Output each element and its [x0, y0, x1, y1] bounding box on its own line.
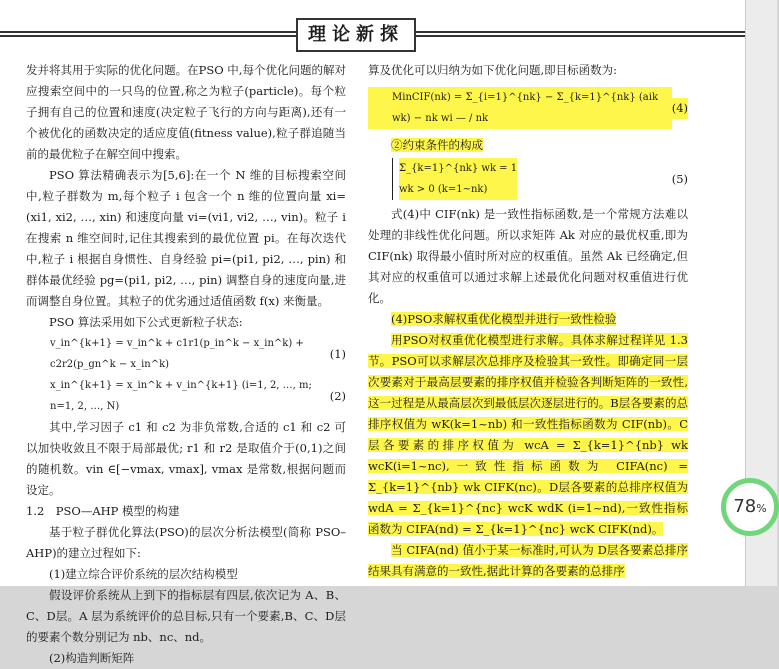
paragraph	[368, 330, 688, 540]
paragraph	[368, 540, 688, 582]
equation-system	[392, 158, 517, 200]
paragraph: 式(4)中 CIF(nk) 是一致性指标函数,是一个常规方法难以处理的非线性优化问题。所以求矩阵 Ak 对应的最优权重,即为 CIF(nk) 取得最小值时所对应的权重值。虽然 Ak 已经确定,但其对应的权重值可以通过求解上述最优化问题对权重值进行优化。	[368, 207, 688, 305]
highlight: 用PSO对权重优化模型进行求解。具体求解过程详见 1.3 节。PSO可以求解层次总排序及检验其一致性。即确定同一层次要素对于最高层要素的排序权值并检验各判断矩阵的一致性,这一过程是从最高层次到最低层次逐层进行的。B层各要素的总排序权值为 wK(k=1~nb) 和一致性指标函数为 CIF(nb)。C层各要素的排序权值为 wcA = Σ_{k=1}^{nb} wk wcK(i=1~nc),一致性指标函数为 CIFA(nc) = Σ_{k=1}^{nb} wk CIFK(nc)。D层各要素的总排序权值为 wdA = Σ_{k=1}^{nc} wcK wdK (i=1~nd),一致性指标函数为 CIFA(nd) = Σ_{k=1}^{nc} wcK CIFK(nd)。	[368, 333, 688, 536]
paragraph: PSO 算法采用如下公式更新粒子状态:	[49, 315, 243, 329]
highlight: (4)PSO求解权重优化模型并进行一致性检验	[391, 312, 617, 326]
paragraph: PSO 算法精确表示为[5,6]:在一个 N 维的目标搜索空间中,粒子群数为 m,每个粒子 i 包含一个 n 维的位置向量 xi=(xi1, xi2, …, xin) 和速度向量 vi=(vi1, vi2, …, vin)。粒子 i 在搜索 n 维空间时,记住其搜索到的最优位置 pi。在每次迭代中,粒子 i 根据自身惯性、自身经验 pi=(pi1, pi2, …, pin) 和群体最优经验 pg=(pi1, pi2, …, pin) 调整自身的速度向量,进而调整自身位置。其粒子的优劣通过适值函数 f(x) 来衡量。	[26, 168, 346, 308]
header-rule-right	[416, 31, 745, 33]
section-heading: 1.2 PSO—AHP 模型的构建	[26, 504, 180, 518]
section-header	[0, 18, 745, 52]
equation-1	[26, 333, 346, 375]
equation-text: x_in^{k+1} = x_in^k + v_in^{k+1} (i=1, 2, …, m; n=1, 2, …, N)	[50, 380, 312, 412]
equation-number: (2)	[329, 388, 346, 403]
equation-2	[26, 375, 346, 417]
equation-text: wk > 0 (k=1~nk)	[399, 179, 517, 200]
right-column	[368, 60, 688, 582]
paragraph: 算及优化可以归纳为如下优化问题,即目标函数为:	[368, 63, 618, 77]
section-title: 理论新探	[296, 18, 416, 52]
zoom-unit: %	[756, 502, 767, 515]
equation-4	[368, 87, 688, 129]
paragraph: 发并将其用于实际的优化问题。在PSO 中,每个优化问题的解对应搜索空间中的一只鸟的位置,称之为粒子(particle)。每个粒子拥有自己的位置和速度(决定粒子飞行的方向与距离),还有一个被优化的函数决定的适应度值(fitness value),粒子群追随当前的最优粒子在解空间中搜索。	[26, 63, 346, 161]
equation-number: (1)	[329, 346, 346, 361]
equation-text: v_in^{k+1} = v_in^k + c1r1(p_in^k − x_in^k) + c2r2(p_gn^k − x_in^k)	[50, 338, 304, 370]
equation-number: (5)	[671, 171, 688, 186]
zoom-badge[interactable]	[721, 478, 779, 536]
subheading	[368, 309, 688, 330]
equation-5	[368, 158, 688, 200]
subheading: (1)建立综合评价系统的层次结构模型	[49, 567, 238, 581]
equation-number: (4)	[672, 98, 688, 119]
paragraph: 假设评价系统从上到下的指标层有四层,依次记为 A、B、C、D层。A 层为系统评价的总目标,只有一个要素,B、C、D层的要素个数分别记为 nb、nc、nd。	[26, 588, 346, 644]
highlight: ②约束条件的构成	[391, 138, 483, 152]
subheading: (2)构造判断矩阵	[49, 651, 135, 665]
header-rule-left	[0, 31, 296, 33]
zoom-value: 78	[733, 496, 757, 517]
subheading	[368, 135, 688, 156]
paragraph: 基于粒子群优化算法(PSO)的层次分析法模型(简称 PSO–AHP)的建立过程如下:	[26, 525, 346, 560]
header-rule-right-2	[416, 35, 745, 37]
header-rule-left-2	[0, 35, 296, 37]
left-column	[26, 60, 346, 669]
equation-text: MinCIF(nk) = Σ_{i=1}^{nk} − Σ_{k=1}^{nk} (aik wk) − nk wi — / nk	[368, 87, 672, 129]
equation-text: Σ_{k=1}^{nk} wk = 1	[399, 158, 517, 179]
highlight: 当 CIFA(nd) 值小于某一标准时,可认为 D层各要素总排序结果具有满意的一致性,据此计算的各要素的总排序	[368, 543, 688, 578]
paragraph: 其中,学习因子 c1 和 c2 为非负常数,合适的 c1 和 c2 可以加快收敛且不限于局部最优; r1 和 r2 是取值介于(0,1)之间的随机数。vin ∈[−vmax, vmax], vmax 是常数,根据问题而设定。	[26, 420, 346, 497]
